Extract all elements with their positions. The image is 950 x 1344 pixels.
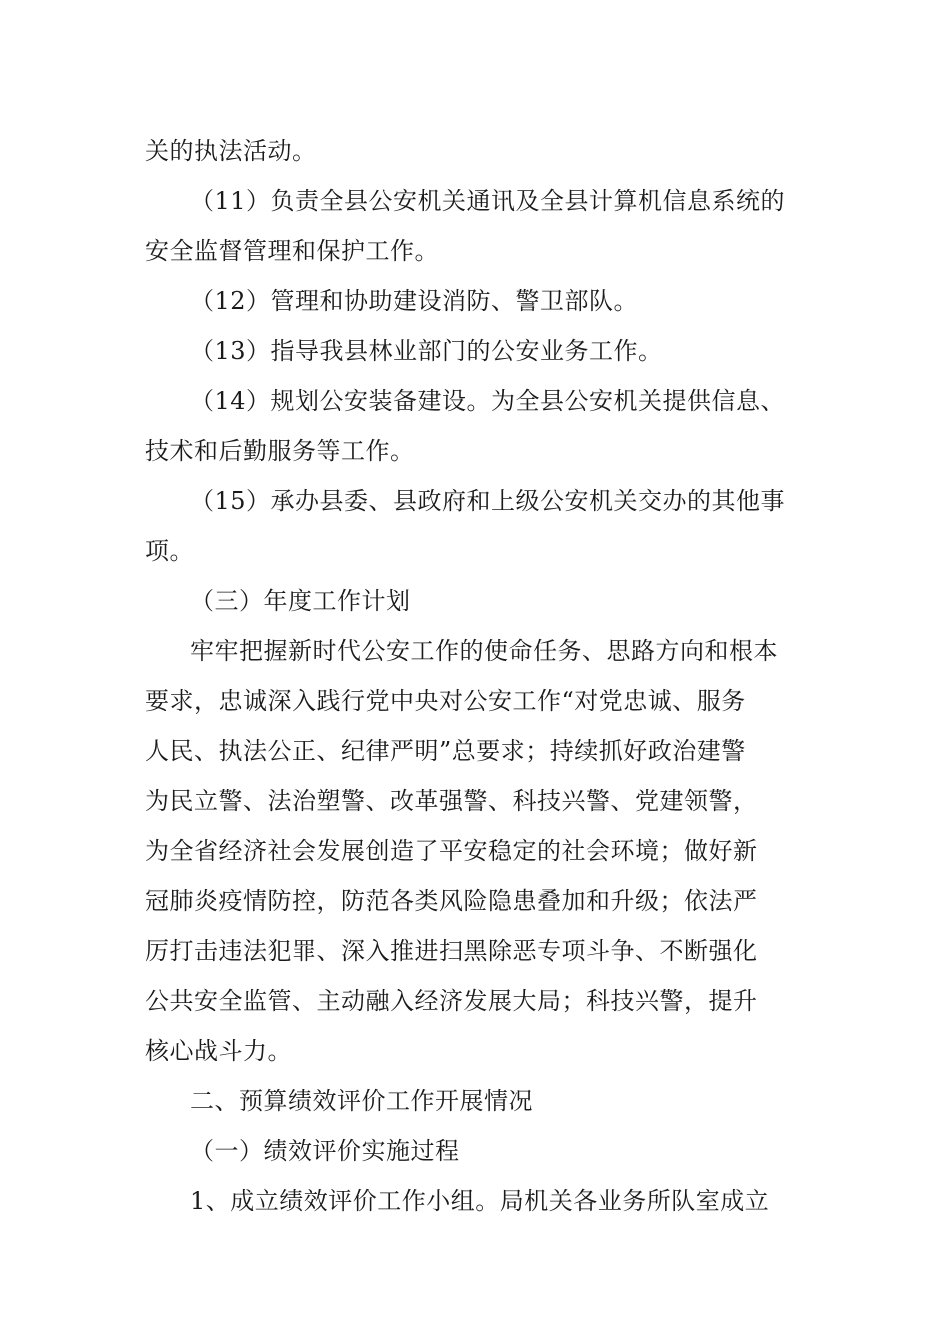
item-13: （13）指导我县林业部门的公安业务工作。 — [190, 337, 663, 365]
paragraph-continuation: 关的执法活动。 — [145, 137, 317, 165]
step-1-line-1: 1、成立绩效评价工作小组。局机关各业务所队室成立 — [190, 1187, 770, 1215]
plan-paragraph-line-6: 冠肺炎疫情防控，防范各类风险隐患叠加和升级；依法严 — [145, 887, 758, 915]
plan-paragraph-line-5: 为全省经济社会发展创造了平安稳定的社会环境；做好新 — [145, 837, 758, 865]
plan-paragraph-line-8: 公共安全监管、主动融入经济发展大局；科技兴警，提升 — [145, 987, 758, 1015]
plan-paragraph-line-1: 牢牢把握新时代公安工作的使命任务、思路方向和根本 — [190, 637, 778, 665]
section-heading-evaluation: 二、预算绩效评价工作开展情况 — [190, 1087, 533, 1115]
section-heading-annual-plan: （三）年度工作计划 — [190, 587, 411, 615]
subsection-heading-process: （一）绩效评价实施过程 — [190, 1137, 460, 1165]
plan-paragraph-line-3: 人民、执法公正、纪律严明”总要求；持续抓好政治建警 — [145, 737, 746, 765]
item-12: （12）管理和协助建设消防、警卫部队。 — [190, 287, 639, 315]
plan-paragraph-line-9: 核心战斗力。 — [145, 1037, 292, 1065]
plan-paragraph-line-4: 为民立警、法治塑警、改革强警、科技兴警、党建领警， — [145, 787, 758, 815]
item-15-line-2: 项。 — [145, 537, 194, 565]
item-11-line-2: 安全监督管理和保护工作。 — [145, 237, 439, 265]
item-14-line-1: （14）规划公安装备建设。为全县公安机关提供信息、 — [190, 387, 786, 415]
item-15-line-1: （15）承办县委、县政府和上级公安机关交办的其他事 — [190, 487, 786, 515]
plan-paragraph-line-7: 厉打击违法犯罪、深入推进扫黑除恶专项斗争、不断强化 — [145, 937, 758, 965]
item-14-line-2: 技术和后勤服务等工作。 — [145, 437, 415, 465]
plan-paragraph-line-2: 要求，忠诚深入践行党中央对公安工作“对党忠诚、服务 — [145, 687, 746, 715]
item-11-line-1: （11）负责全县公安机关通讯及全县计算机信息系统的 — [190, 187, 786, 215]
